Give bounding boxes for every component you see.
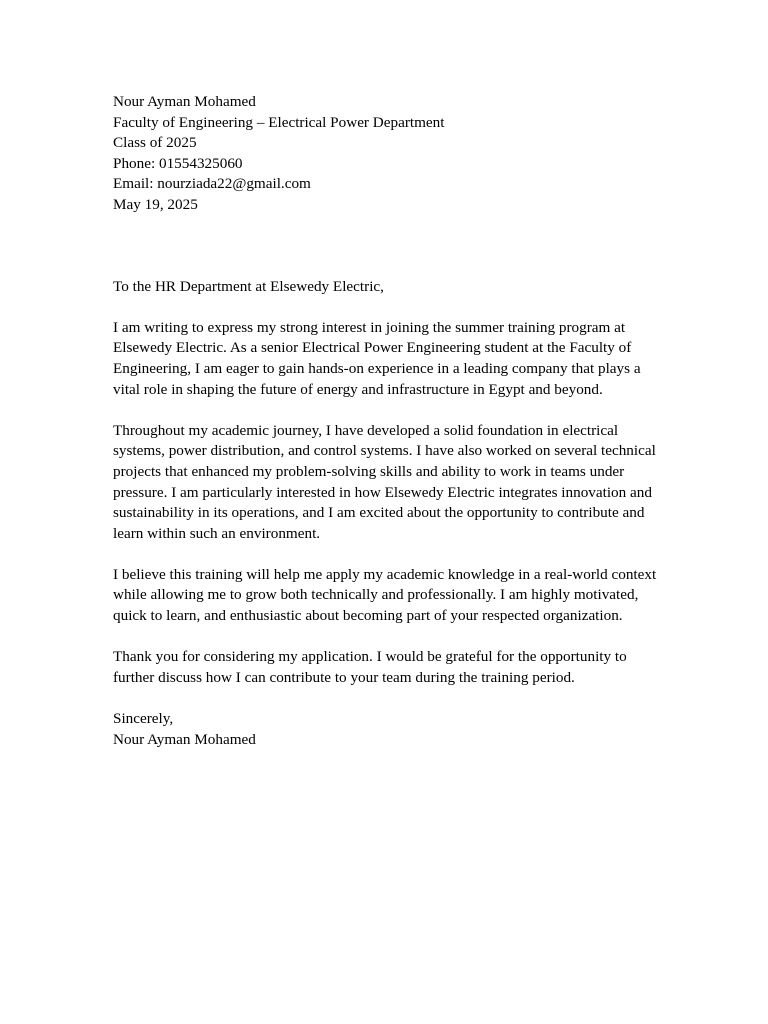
valediction: Sincerely, [113,710,174,728]
sender-phone: Phone: 01554325060 [113,154,243,172]
sender-name: Nour Ayman Mohamed [113,93,256,110]
signature-name: Nour Ayman Mohamed [113,730,256,748]
salutation: To the HR Department at Elsewedy Electric, [113,277,384,295]
closing-block [113,709,658,750]
sender-class: Class of 2025 [113,134,197,152]
body-paragraph-3: I believe this training will help me apply my academic knowledge in a real-world context while allowing me to grow both technically and professionally. I am highly motivated, quick to learn, and enthusiastic about becoming part of your respected organization. [113,565,657,625]
sender-email: Email: nourziada22@gmail.com [113,175,311,193]
sender-info-block [113,92,658,216]
body-paragraph-1: I am writing to express my strong interest in joining the summer training program at Elsewedy Electric. As a senior Electrical Power Engineering student at the Faculty of Engineering, I am eager to gain hands-on experience in a leading company that plays a vital role in shaping the future of energy and infrastructure in Egypt and beyond. [113,318,641,398]
letter-page [113,92,658,750]
letter-date: May 19, 2025 [113,195,198,213]
sender-faculty: Faculty of Engineering – Electrical Power Department [113,113,445,131]
body-paragraph-2: Throughout my academic journey, I have developed a solid foundation in electrical systems, power distribution, and control systems. I have also worked on several technical projects that enhanced my problem-solving skills and ability to work in teams under pressure. I am particularly interested in how Elsewedy Electric integrates innovation and sustainability in its operations, and I am excited about the opportunity to contribute and learn within such an environment. [113,421,656,542]
body-paragraph-4: Thank you for considering my application. I would be grateful for the opportunity to further discuss how I can contribute to your team during the training period. [113,648,627,686]
